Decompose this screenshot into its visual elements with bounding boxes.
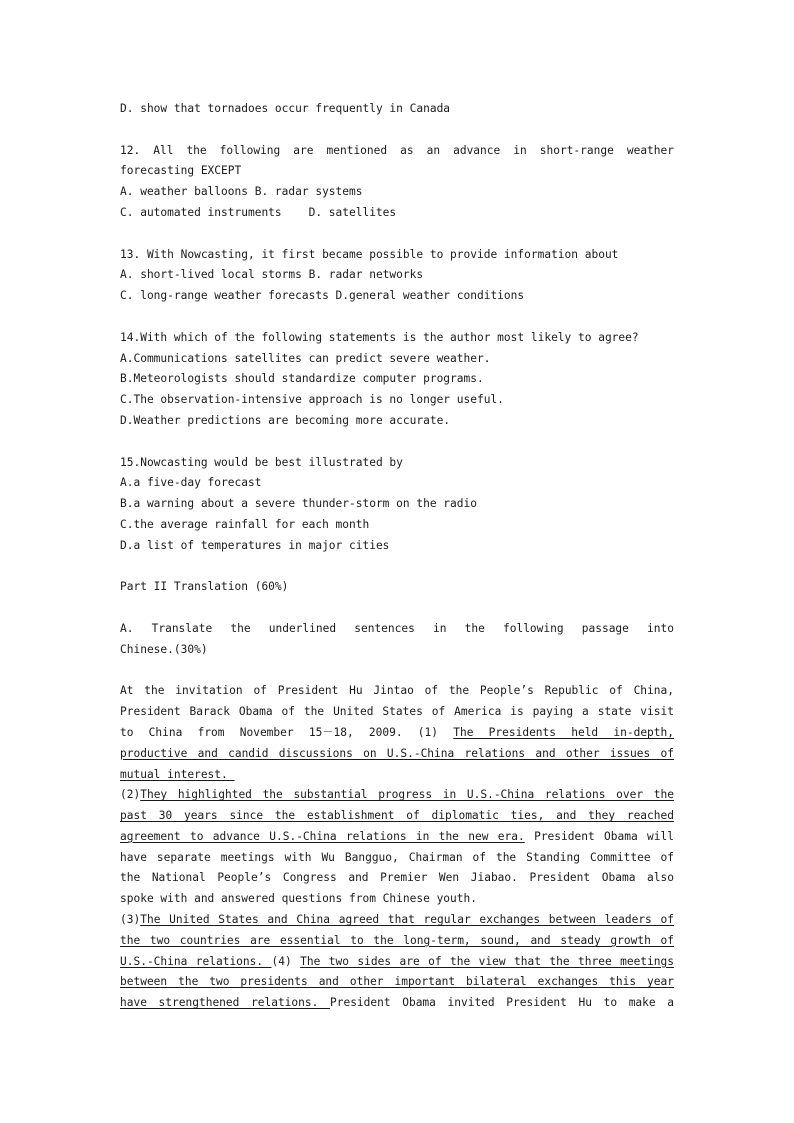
q13-stem: 13. With Nowcasting, it first became possible to provide information about [120, 247, 619, 261]
q12-options-line2: C. automated instruments D. satellites [120, 205, 397, 219]
passage-text: to China from November 15－18, 2009. (1) [120, 725, 454, 739]
passage-text: (2) [120, 788, 141, 802]
q15-option-d: D.a list of temperatures in major cities [120, 538, 390, 552]
q15-option-c: C.the average rainfall for each month [120, 517, 370, 531]
underlined-sentence-4: The two sides are of the view that the three meetings [300, 954, 674, 968]
underlined-sentence-3: The United States and China agreed that regular exchanges between leaders of [140, 913, 674, 927]
passage-line [120, 827, 674, 848]
passage-text: President Obama will [524, 829, 674, 843]
q14-option-a: A.Communications satellites can predict severe weather. [120, 351, 491, 365]
passage-line [120, 993, 674, 1014]
underlined-sentence-4: between the two presidents and other important bilateral exchanges this year [120, 975, 674, 989]
q13-options-line2: C. long-range weather forecasts D.general weather conditions [120, 289, 525, 303]
passage-line: spoke with and answered questions from Chinese youth. [120, 892, 477, 906]
passage-text: President Obama invited President Hu to make a [329, 996, 674, 1010]
underlined-sentence-3: the two countries are essential to the long-term, sound, and steady growth of [120, 933, 674, 947]
q15-option-a: A.a five-day forecast [120, 476, 262, 490]
part2-instruction-line1: A. Translate the underlined sentences in the following passage into [120, 621, 674, 635]
q14-option-d: D.Weather predictions are becoming more accurate. [120, 413, 451, 427]
passage-line [120, 931, 674, 952]
underlined-sentence-1: productive and candid discussions on U.S.-China relations and other issues of [120, 746, 674, 760]
passage-line [120, 806, 674, 827]
q13-options-line1: A. short-lived local storms B. radar networks [120, 268, 424, 282]
passage-line: President Barack Obama of the United States of America is paying a state visit [120, 705, 674, 719]
passage-text: (3) [120, 913, 141, 927]
passage-line: At the invitation of President Hu Jintao of the People’s Republic of China, [120, 684, 674, 698]
passage-line: the National People’s Congress and Premier Wen Jiabao. President Obama also [120, 871, 674, 885]
q14-option-c: C.The observation-intensive approach is no longer useful. [120, 393, 504, 407]
underlined-sentence-2: agreement to advance U.S.-China relations in the new era. [120, 829, 525, 843]
part2-instruction-line2: Chinese.(30%) [120, 642, 208, 656]
passage-line [120, 785, 674, 806]
underlined-sentence-1: The Presidents held in-depth, [453, 725, 674, 739]
document-page [120, 99, 674, 1014]
q15-stem: 15.Nowcasting would be best illustrated by [120, 455, 403, 469]
underlined-sentence-2: past 30 years since the establishment of diplomatic ties, and they reached [120, 809, 674, 823]
passage-line [120, 910, 674, 931]
passage-line [120, 972, 674, 993]
q12-stem-line1: 12. All the following are mentioned as an advance in short-range weather [120, 143, 674, 157]
underlined-sentence-4: have strengthened relations. [120, 996, 330, 1010]
underlined-sentence-3: U.S.-China relations. [120, 954, 272, 968]
part2-heading: Part II Translation (60%) [120, 580, 289, 594]
q14-stem: 14.With which of the following statements is the author most likely to agree? [120, 330, 639, 344]
passage-line: have separate meetings with Wu Bangguo, Chairman of the Standing Committee of [120, 850, 674, 864]
passage-text: (4) [271, 954, 301, 968]
passage-line [120, 744, 674, 765]
passage-line [120, 952, 674, 973]
q14-option-b: B.Meteorologists should standardize computer programs. [120, 372, 484, 386]
underlined-sentence-2: They highlighted the substantial progress in U.S.-China relations over the [140, 788, 674, 802]
q15-option-b: B.a warning about a severe thunder-storm on the radio [120, 497, 477, 511]
passage-line [120, 765, 674, 786]
q12-stem-line2: forecasting EXCEPT [120, 164, 242, 178]
q12-options-line1: A. weather balloons B. radar systems [120, 185, 363, 199]
q11-option-d: D. show that tornadoes occur frequently in Canada [120, 102, 451, 115]
passage-line [120, 723, 674, 744]
underlined-sentence-1: mutual interest. [120, 767, 235, 781]
